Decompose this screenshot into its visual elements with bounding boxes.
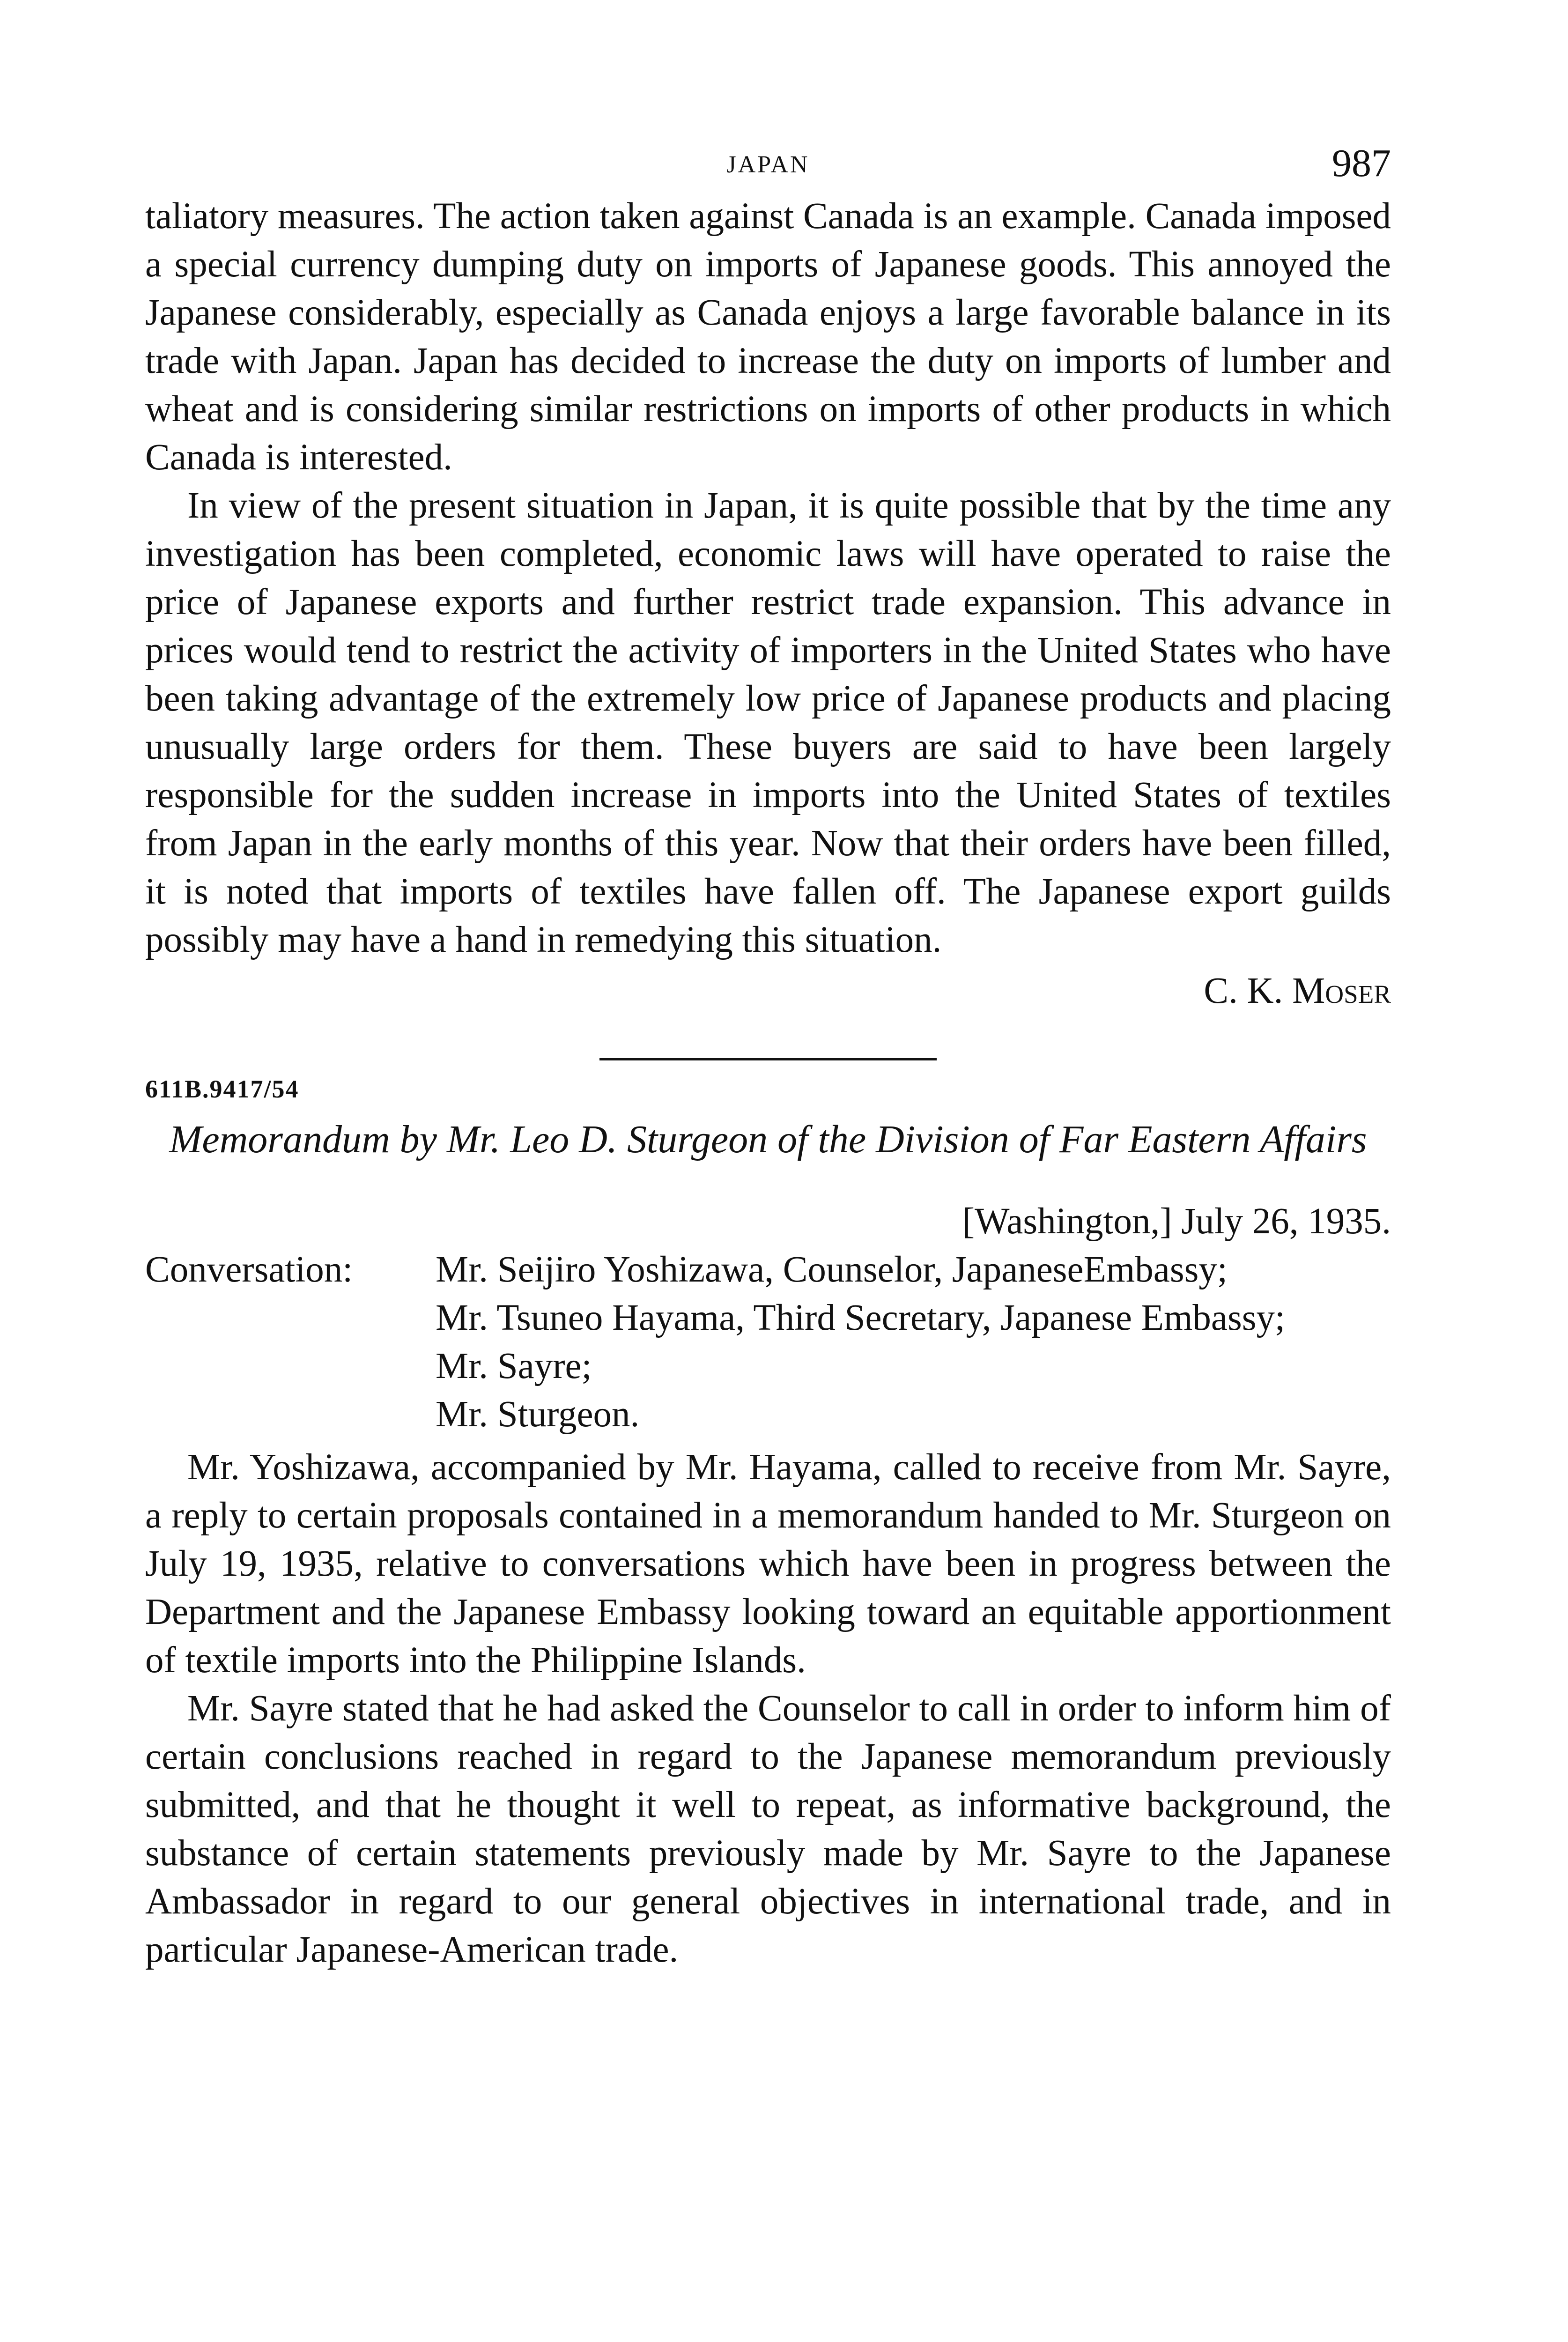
signature: C. K. Moser <box>1204 971 1391 1011</box>
paragraph-sayre-statement: Mr. Sayre stated that he had asked the Counselor to call in order to inform him of certain conclusions reached in regard to the Japanese memorandum previously submitted, and that he thought it well to repeat, as informative background, the substance of certain statements previously made by Mr. Sayre to the Japanese Ambassador in regard to our general objectives in international trade, and in particular Japanese-American trade. <box>145 1688 1391 1970</box>
paragraph-continuation: taliatory measures. The action taken against Canada is an example. Canada imposed a special currency dumping duty on imports of Japanese goods. This annoyed the Japanese considerably, especially as Canada enjoys a large favorable balance in its trade with Japan. Japan has decided to increase the duty on imports of lumber and wheat and is considering similar restrictions on imports of other products in which Canada is interested. <box>145 196 1391 478</box>
paragraph-yoshizawa-visit: Mr. Yoshizawa, accompanied by Mr. Hayama, called to receive from Mr. Sayre, a reply to certain proposals contained in a memorandum handed to Mr. Sturgeon on July 19, 1935, relative to conversations which have been in progress between the Department and the Japanese Embassy looking toward an equitable apportionment of textile imports into the Philippine Islands. <box>145 1447 1391 1681</box>
file-number: 611B.9417/54 <box>145 1075 299 1103</box>
section-divider <box>599 1058 937 1060</box>
participant-item: Mr. Sayre; <box>436 1346 592 1386</box>
running-head <box>145 141 1391 192</box>
page-number: 987 <box>1332 141 1391 185</box>
participant-list <box>436 1245 1391 1438</box>
participant-item: Mr. Tsuneo Hayama, Third Secretary, Japanese Embassy; <box>436 1297 1285 1338</box>
dateline: [Washington,] July 26, 1935. <box>962 1201 1391 1242</box>
participant-item: Mr. Sturgeon. <box>436 1394 640 1435</box>
conversation-label: Conversation: <box>145 1249 353 1290</box>
running-head-title: JAPAN <box>726 151 810 178</box>
participant-item: Mr. Seijiro Yoshizawa, Counselor, JapaneseEmbassy; <box>436 1249 1228 1290</box>
document-page <box>145 141 1391 1974</box>
paragraph-situation-in-japan: In view of the present situation in Japan, it is quite possible that by the time any investigation has been completed, economic laws will have operated to raise the price of Japanese exports and further restrict trade expansion. This advance in prices would tend to restrict the activity of importers in the United States who have been taking advantage of the extremely low price of Japanese products and placing unusually large orders for them. These buyers are said to have been largely responsible for the sudden increase in imports into the United States of textiles from Japan in the early months of this year. Now that their orders have been filled, it is noted that imports of textiles have fallen off. The Japanese export guilds possibly may have a hand in remedying this situation. <box>145 485 1391 960</box>
conversation-block <box>145 1245 1391 1438</box>
memorandum-title: Memorandum by Mr. Leo D. Sturgeon of the Division of Far Eastern Affairs <box>169 1118 1367 1161</box>
